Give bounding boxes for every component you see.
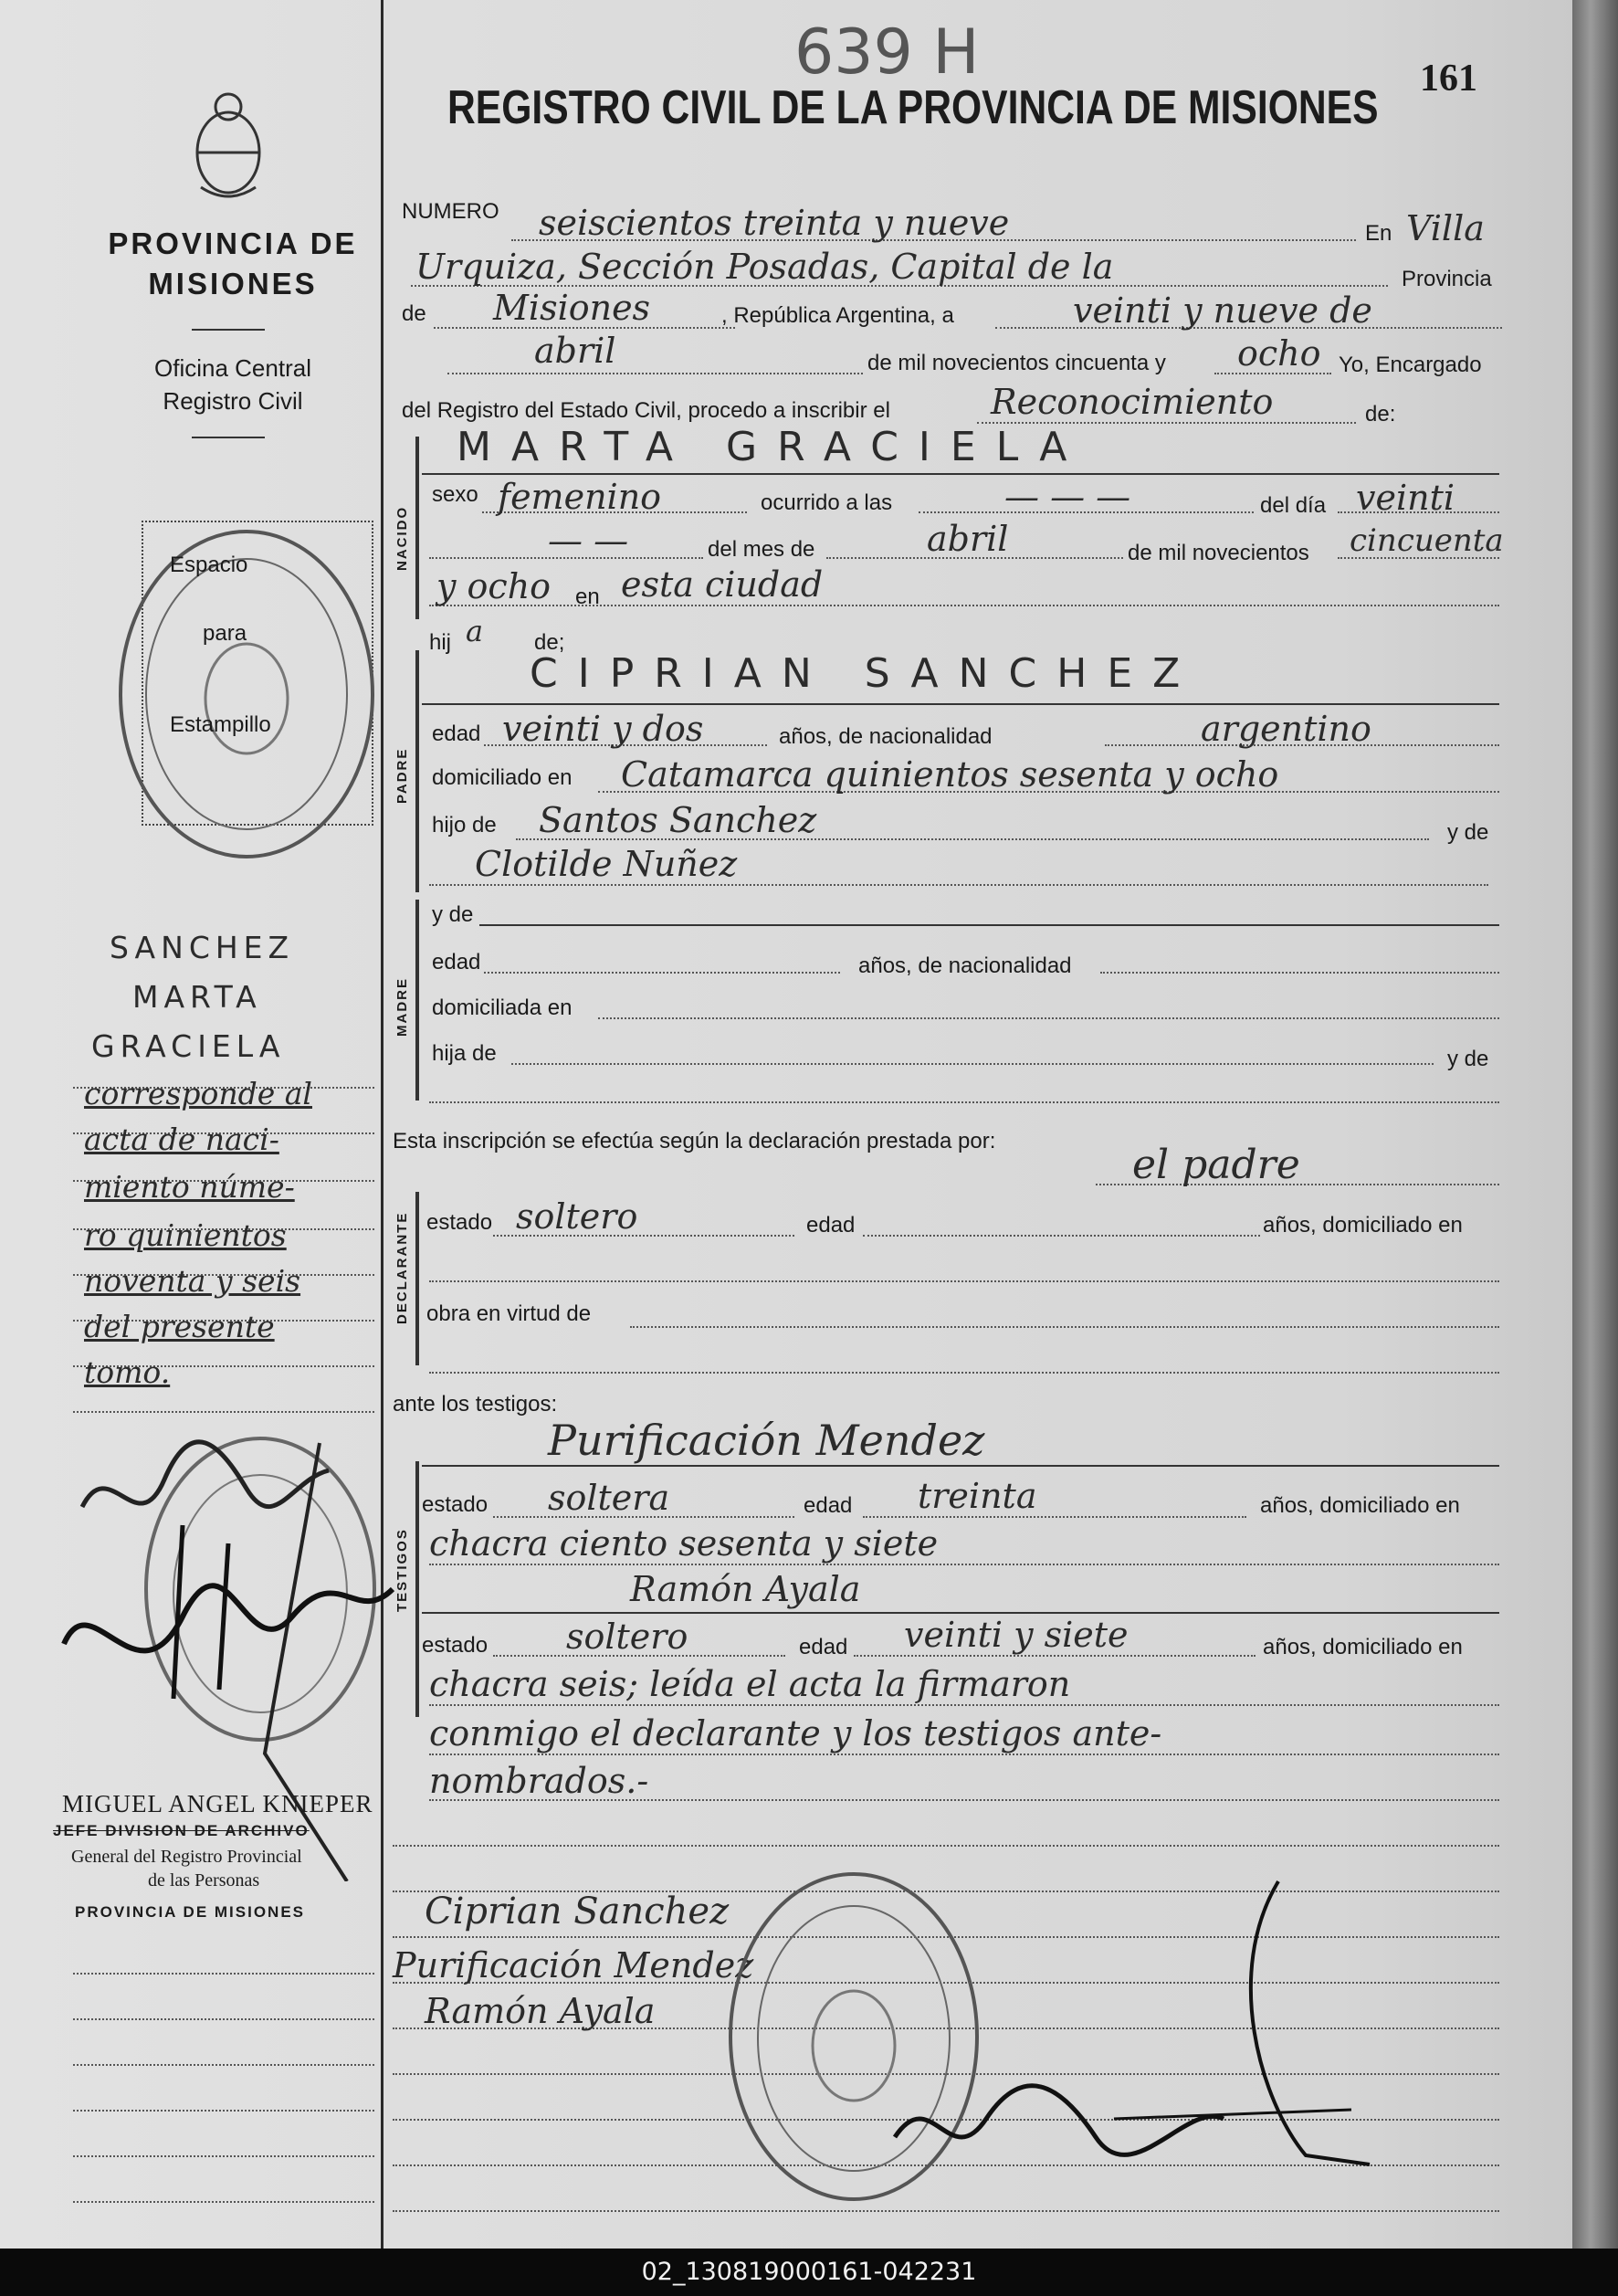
testigo1-dom-value: chacra ciento sesenta y siete — [429, 1523, 939, 1564]
stamp-space-word-3: Estampillo — [170, 712, 271, 737]
declarante-bracket — [415, 1192, 419, 1365]
nacido-nombre: MARTA GRACIELA — [457, 424, 1087, 470]
padre-edad-value: veinti y dos — [502, 709, 704, 749]
declarante-dom-label: años, domiciliado en — [1263, 1213, 1463, 1238]
testigo2-dom-label: años, domiciliado en — [1263, 1635, 1463, 1659]
margin-given-name-1: MARTA — [132, 979, 262, 1015]
margin-note-line-3: miento núme- — [84, 1169, 295, 1205]
book-binding — [1572, 0, 1618, 2249]
testigo2-nombre: Ramón Ayala — [630, 1569, 861, 1609]
madre-dom-label: domiciliada en — [432, 995, 573, 1020]
column-divider — [381, 0, 383, 2249]
signature-testigo-2: Ramón Ayala — [425, 1991, 656, 2031]
sexo-label: sexo — [432, 482, 478, 507]
testigo1-edad-label: edad — [804, 1493, 853, 1518]
padre-dom-value: Catamarca quinientos sesenta y ocho — [621, 754, 1279, 795]
padre-tag: PADRE — [394, 747, 410, 804]
signature-testigo-1: Purificación Mendez — [393, 1945, 754, 1985]
stamp-space-word-2: para — [203, 621, 247, 646]
madre-y-de-2-label: y de — [1447, 1047, 1489, 1071]
margin-note-line-4: ro quinientos — [84, 1217, 287, 1253]
closing-line-1: chacra seis; leída el acta la firmaron — [429, 1664, 1071, 1704]
dia-value: veinti — [1356, 478, 1455, 518]
padre-nac-value: argentino — [1201, 709, 1371, 749]
numero-label: NUMERO — [402, 199, 499, 224]
folio-number: 161 — [1420, 58, 1477, 100]
de-mil-novecientos-label: de mil novecientos — [1128, 541, 1309, 565]
fecha-dia-value: veinti y nueve de — [1073, 290, 1372, 331]
del-dia-label: del día — [1260, 493, 1327, 518]
signature-declarante: Ciprian Sanchez — [425, 1891, 730, 1933]
coat-of-arms-icon — [183, 87, 274, 205]
madre-edad-label: edad — [432, 950, 481, 974]
en-lugar-label: en — [575, 585, 600, 609]
nacido-bracket — [415, 437, 419, 619]
testigo1-estado-value: soltera — [548, 1478, 670, 1518]
bottom-seal-and-signature-icon — [712, 1863, 1534, 2210]
tipo-inscripcion-value: Reconocimiento — [991, 382, 1274, 422]
testigo1-nombre: Purificación Mendez — [548, 1416, 985, 1465]
testigo2-estado-value: soltero — [566, 1617, 688, 1657]
official-name: MIGUEL ANGEL KNIEPER — [62, 1790, 373, 1817]
testigo2-edad-value: veinti y siete — [904, 1615, 1129, 1655]
closing-line-2: conmigo el declarante y los testigos ante- — [429, 1713, 1162, 1754]
anio-nac-value: cincuenta — [1350, 522, 1504, 559]
testigo1-dom-label: años, domiciliado en — [1260, 1493, 1460, 1518]
hora-value: — — — — [1004, 477, 1131, 517]
madre-hija-de-label: hija de — [432, 1041, 497, 1066]
padre-y-de-value: Clotilde Nuñez — [475, 844, 738, 884]
margin-note-line-6: del presente — [84, 1309, 275, 1344]
testigos-bracket — [415, 1461, 419, 1717]
en-place-value: Villa — [1406, 208, 1485, 248]
padre-edad-label: edad — [432, 721, 481, 746]
nacido-tag: NACIDO — [394, 505, 410, 571]
testigos-tag: TESTIGOS — [394, 1528, 410, 1612]
testigo1-edad-value: treinta — [918, 1476, 1037, 1516]
padre-bracket — [415, 650, 419, 892]
lugar-value: esta ciudad — [621, 564, 824, 605]
hij-label: hij — [429, 630, 452, 655]
del-registro-label: del Registro del Estado Civil, procedo a inscribir el — [402, 398, 890, 423]
margin-note-line-7: tomo. — [84, 1354, 171, 1390]
republica-label: , República Argentina, a — [721, 303, 954, 328]
madre-bracket — [415, 900, 419, 1101]
place-line-2: Urquiza, Sección Posadas, Capital de la — [415, 247, 1114, 287]
header-divider — [192, 329, 265, 331]
declarante-edad-label: edad — [806, 1213, 856, 1238]
margin-given-name-2: GRACIELA — [91, 1028, 286, 1064]
margin-note-line-5: noventa y seis — [84, 1263, 301, 1299]
declarante-tag: DECLARANTE — [394, 1211, 410, 1324]
official-title-3: de las Personas — [148, 1870, 260, 1891]
province-heading-2: MISIONES — [148, 267, 318, 300]
closing-line-3: nombrados.- — [429, 1761, 649, 1801]
testigos-label: ante los testigos: — [393, 1392, 558, 1417]
testigo2-estado-label: estado — [422, 1633, 489, 1658]
padre-dom-label: domiciliado en — [432, 765, 573, 790]
office-line-2: Registro Civil — [163, 387, 303, 415]
mes-dash-value: — — — [548, 521, 629, 561]
declaracion-label: Esta inscripción se efectúa según la declaración prestada por: — [393, 1129, 996, 1153]
provincia-value: Misiones — [493, 288, 651, 328]
del-mes-label: del mes de — [708, 537, 815, 562]
hij-suffix-value: a — [466, 614, 484, 648]
official-title-2: General del Registro Provincial — [71, 1847, 302, 1867]
image-id-footer: 02_130819000161-042231 — [0, 2249, 1618, 2296]
margin-note-line-1: corresponde al — [84, 1076, 312, 1111]
testigo1-estado-label: estado — [422, 1492, 489, 1517]
declarante-estado-value: soltero — [516, 1196, 638, 1237]
ocurrido-label: ocurrido a las — [761, 490, 893, 515]
madre-tag: MADRE — [394, 977, 410, 1037]
padre-nombre: CIPRIAN SANCHEZ — [530, 650, 1201, 697]
official-title-1: JEFE DIVISION DE ARCHIVO — [53, 1822, 310, 1839]
padre-y-de-label: y de — [1447, 820, 1489, 845]
office-line-1: Oficina Central — [154, 354, 311, 382]
padre-nac-label: años, de nacionalidad — [779, 724, 993, 749]
acta-number-handwritten: 639 H — [794, 16, 980, 89]
de-semicolon-label: de; — [534, 630, 565, 655]
declarante-value: el padre — [1132, 1142, 1300, 1188]
margin-surname: SANCHEZ — [110, 930, 295, 965]
province-heading-1: PROVINCIA DE — [108, 226, 358, 260]
stamp-space-word-1: Espacio — [170, 553, 248, 577]
fecha-mes-value: abril — [534, 331, 616, 371]
de-label: de — [402, 301, 426, 326]
madre-y-de-label: y de — [432, 902, 474, 927]
testigo2-edad-label: edad — [799, 1635, 848, 1659]
header-divider-2 — [192, 437, 265, 438]
margin-note-line-2: acta de naci- — [84, 1122, 279, 1157]
official-title-4: PROVINCIA DE MISIONES — [75, 1903, 306, 1921]
document-title: REGISTRO CIVIL DE LA PROVINCIA DE MISIONES — [447, 81, 1379, 134]
padre-hijo-de-label: hijo de — [432, 813, 497, 837]
provincia-label: Provincia — [1402, 267, 1492, 291]
madre-nac-label: años, de nacionalidad — [858, 953, 1072, 978]
mil-novecientos-label: de mil novecientos cincuenta y — [867, 351, 1166, 375]
numero-value: seiscientos treinta y nueve — [539, 203, 1010, 243]
anio-value: ocho — [1237, 333, 1321, 374]
declarante-estado-label: estado — [426, 1210, 493, 1235]
mes-value: abril — [927, 519, 1009, 559]
de-colon-label: de: — [1365, 402, 1396, 427]
padre-hijo-de-value: Santos Sanchez — [539, 800, 817, 840]
obra-label: obra en virtud de — [426, 1301, 592, 1326]
yo-encargado-label: Yo, Encargado — [1339, 353, 1482, 377]
en-label: En — [1365, 221, 1392, 246]
anio-nac-value-2: y ocho — [436, 566, 552, 606]
sexo-value: femenino — [498, 477, 662, 517]
